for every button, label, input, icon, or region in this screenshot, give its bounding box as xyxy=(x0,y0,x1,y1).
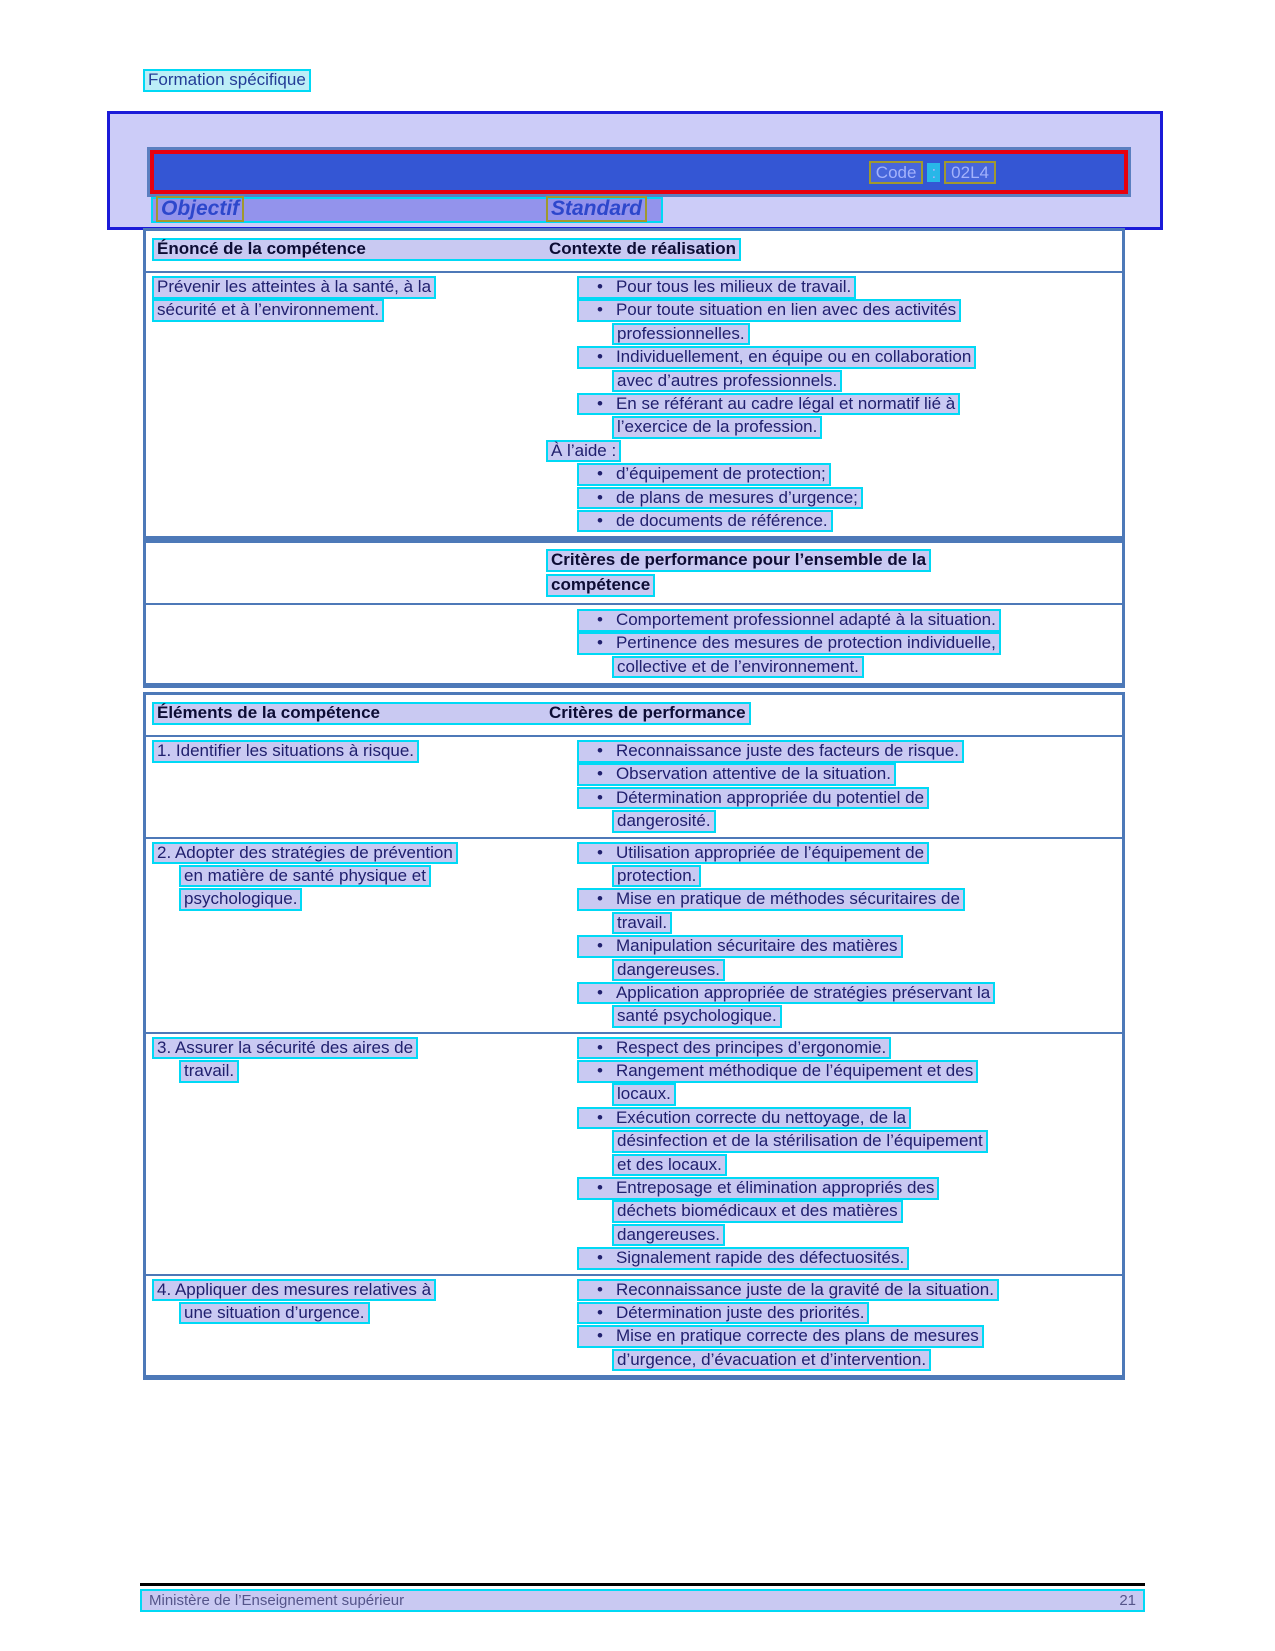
table2-header-empty-cell xyxy=(146,549,546,599)
text-line: À l’aide : xyxy=(546,440,621,463)
code-banner xyxy=(150,150,1128,194)
page-number: 21 xyxy=(1119,1592,1136,1609)
table-criteres-ensemble xyxy=(143,540,1125,688)
table2-left-cell xyxy=(146,609,546,679)
table-enonce-contexte xyxy=(143,228,1125,541)
text-line: d’urgence, d’évacuation et d’intervention. xyxy=(612,1349,931,1372)
text-line: • Rangement méthodique de l’équipement et des xyxy=(577,1060,978,1083)
standard-label: Standard xyxy=(546,196,647,222)
text-line: désinfection et de la stérilisation de l’équipement xyxy=(612,1130,988,1153)
element-cell xyxy=(146,842,546,1029)
text-line: • Mise en pratique de méthodes sécuritaires de xyxy=(577,888,965,911)
text-line: • Individuellement, en équipe ou en collaboration xyxy=(577,346,976,369)
text-line: dangereuses. xyxy=(612,1224,725,1247)
element-cell xyxy=(146,740,546,834)
criteres-cell xyxy=(546,1279,1122,1373)
criteres-cell xyxy=(546,740,1122,834)
text-line: Prévenir les atteintes à la santé, à la xyxy=(152,276,436,299)
code-value: 02L4 xyxy=(944,161,996,184)
competency-title-box xyxy=(107,111,1163,230)
text-line: • Comportement professionnel adapté à la situation. xyxy=(577,609,1001,632)
text-line: dangerosité. xyxy=(612,810,716,833)
footer-rule xyxy=(140,1583,1145,1586)
table3-header xyxy=(146,695,1122,737)
table-row xyxy=(146,1032,1122,1274)
text-line: • Signalement rapide des défectuosités. xyxy=(577,1247,909,1270)
table-elements-criteres xyxy=(143,692,1125,1380)
text-line: locaux. xyxy=(612,1083,676,1106)
text-line: santé psychologique. xyxy=(612,1005,782,1028)
text-line: • d’équipement de protection; xyxy=(577,463,831,486)
text-line: collective et de l’environnement. xyxy=(612,656,864,679)
text-line: travail. xyxy=(179,1060,239,1083)
text-line: • Reconnaissance juste des facteurs de risque. xyxy=(577,740,964,763)
table1-body xyxy=(146,273,1122,536)
table1-header xyxy=(146,231,1122,273)
text-line: compétence xyxy=(546,574,655,597)
table-row xyxy=(146,837,1122,1032)
text-line: et des locaux. xyxy=(612,1154,727,1177)
formation-specifique-label xyxy=(143,69,311,92)
ministry-label: Ministère de l’Enseignement supérieur xyxy=(149,1592,405,1609)
text-line: 1. Identifier les situations à risque. xyxy=(152,740,419,763)
text-line: • Application appropriée de stratégies préservant la xyxy=(577,982,995,1005)
code-separator: : xyxy=(927,163,940,182)
objectif-label: Objectif xyxy=(156,196,244,222)
table2-header-cell xyxy=(546,549,1122,599)
text-line: 2. Adopter des stratégies de prévention xyxy=(152,842,458,865)
formation-specifique-text: Formation spécifique xyxy=(143,69,311,92)
table-row xyxy=(146,737,1122,837)
text-line: • Détermination juste des priorités. xyxy=(577,1302,869,1325)
text-line: 4. Appliquer des mesures relatives à xyxy=(152,1279,436,1302)
table1-right-cell xyxy=(546,276,1122,533)
table1-header-highlight xyxy=(152,238,741,261)
text-line: en matière de santé physique et xyxy=(179,865,431,888)
text-line: • Pour tous les milieux de travail. xyxy=(577,276,856,299)
table1-left-cell xyxy=(146,276,546,533)
footer-bar xyxy=(140,1589,1145,1612)
header-elements: Éléments de la compétence xyxy=(157,703,380,722)
element-cell xyxy=(146,1037,546,1271)
text-line: une situation d’urgence. xyxy=(179,1302,370,1325)
text-line: déchets biomédicaux et des matières xyxy=(612,1200,903,1223)
text-line: • Utilisation appropriée de l’équipement de xyxy=(577,842,929,865)
header-enonce: Énoncé de la compétence xyxy=(157,239,366,258)
text-line: • Manipulation sécuritaire des matières xyxy=(577,935,903,958)
header-criteres: Critères de performance xyxy=(549,703,746,722)
text-line: 3. Assurer la sécurité des aires de xyxy=(152,1037,418,1060)
text-line: • Reconnaissance juste de la gravité de la situation. xyxy=(577,1279,999,1302)
element-cell xyxy=(146,1279,546,1373)
text-line: • Respect des principes d’ergonomie. xyxy=(577,1037,891,1060)
text-line: sécurité et à l’environnement. xyxy=(152,299,384,322)
criteres-cell xyxy=(546,842,1122,1029)
text-line: • Détermination appropriée du potentiel de xyxy=(577,787,929,810)
table2-right-cell xyxy=(546,609,1122,679)
text-line: • Mise en pratique correcte des plans de mesures xyxy=(577,1325,984,1348)
text-line: avec d’autres professionnels. xyxy=(612,370,842,393)
text-line: • de documents de référence. xyxy=(577,510,833,533)
table-row xyxy=(146,1274,1122,1376)
text-line: • Pertinence des mesures de protection individuelle, xyxy=(577,632,1001,655)
table2-body xyxy=(146,605,1122,683)
text-line: travail. xyxy=(612,912,672,935)
text-line: l’exercice de la profession. xyxy=(612,416,822,439)
table3-rows xyxy=(146,737,1122,1375)
text-line: • Exécution correcte du nettoyage, de la xyxy=(577,1107,911,1130)
text-line: • Observation attentive de la situation. xyxy=(577,763,896,786)
text-line: • Pour toute situation en lien avec des activités xyxy=(577,299,961,322)
table3-header-highlight xyxy=(152,702,751,725)
text-line: professionnelles. xyxy=(612,323,750,346)
text-line: Critères de performance pour l’ensemble de la xyxy=(546,549,931,572)
code-label: Code xyxy=(869,161,924,184)
criteres-cell xyxy=(546,1037,1122,1271)
text-line: • En se référant au cadre légal et normatif lié à xyxy=(577,393,960,416)
text-line: dangereuses. xyxy=(612,959,725,982)
header-contexte: Contexte de réalisation xyxy=(549,239,737,258)
text-line: psychologique. xyxy=(179,888,302,911)
text-line: • Entreposage et élimination appropriés des xyxy=(577,1177,939,1200)
text-line: • de plans de mesures d’urgence; xyxy=(577,487,863,510)
text-line: protection. xyxy=(612,865,701,888)
table2-header xyxy=(146,543,1122,605)
objectif-standard-row xyxy=(151,197,663,223)
